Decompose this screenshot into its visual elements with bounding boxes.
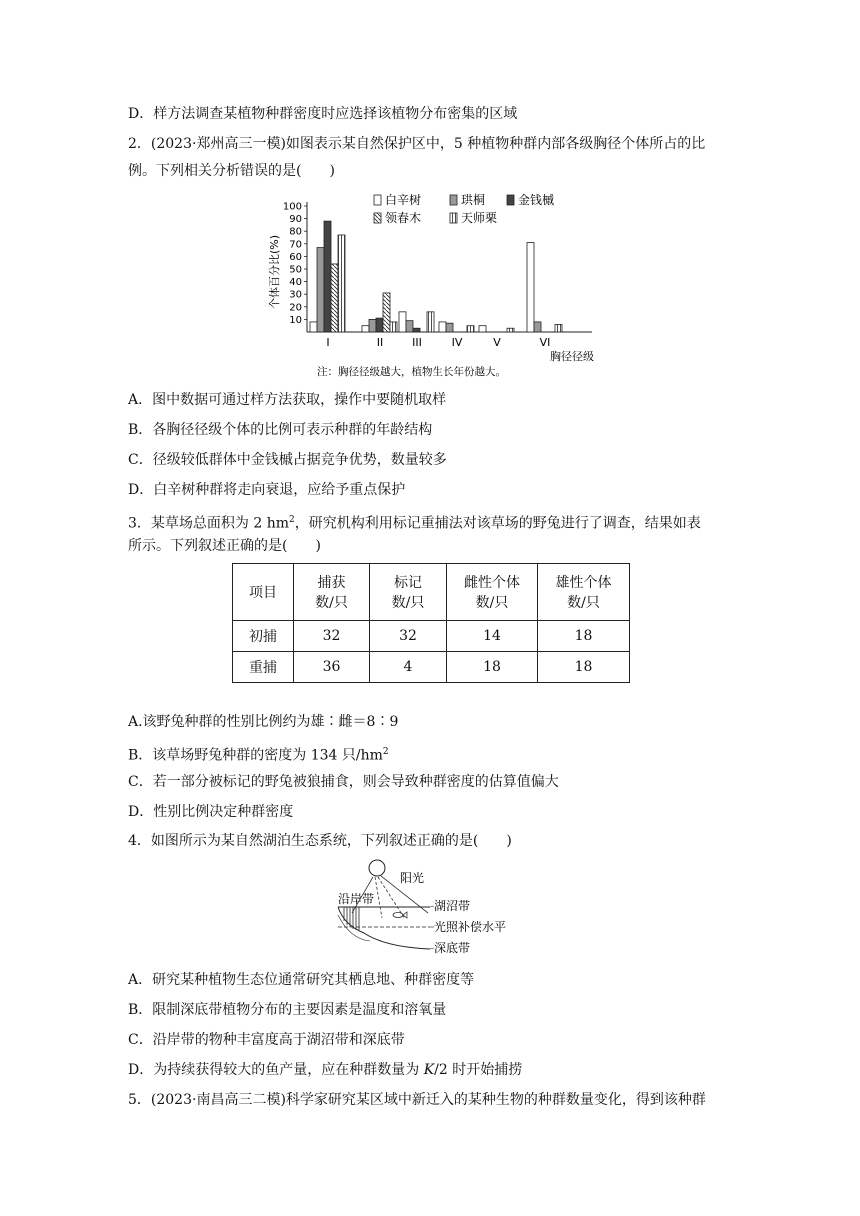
bar [399, 312, 406, 332]
q3-option-b: B．该草场野兔种群的密度为 134 只$/hm^2$ [128, 747, 389, 764]
q3-option-c: C．若一部分被标记的野兔被狼捕食，则会导致种群密度的估算值偏大 [128, 774, 559, 790]
lake-diagram [330, 855, 540, 965]
bar [413, 328, 420, 332]
x-tick-label: III [412, 336, 422, 349]
bar [555, 324, 562, 332]
bar [317, 248, 324, 332]
q3-option-a: A.该野兔种群的性别比例约为雄∶雌＝8∶9 [128, 714, 399, 730]
legend-label: 白辛树 [385, 193, 422, 207]
chart-note: 注：胸径径级越大，植物生长年份越大。 [317, 366, 506, 378]
q4-option-d: D．为持续获得较大的鱼产量，应在种群数量为 K/2 时开始捕捞 [128, 1062, 523, 1078]
bar [376, 318, 383, 332]
bar [439, 322, 446, 332]
legend-label: 天师栗 [461, 211, 498, 225]
table-header: 项目 [233, 564, 294, 621]
y-tick-label: 10 [289, 314, 302, 326]
y-tick-label: 50 [289, 264, 302, 276]
bar [527, 243, 534, 332]
bar [331, 264, 338, 332]
sun-icon [369, 860, 385, 876]
question-4-stem: 4．如图所示为某自然湖泊生态系统，下列叙述正确的是( ) [128, 833, 512, 849]
legend-label: 珙桐 [461, 193, 486, 207]
table-row: 初捕 32 32 14 18 [233, 621, 630, 652]
question-3-stem-cont: 所示。下列叙述正确的是( ) [128, 538, 321, 554]
y-tick-label: 90 [289, 214, 302, 226]
y-tick-label: 40 [289, 277, 302, 289]
legend-label: 金钱槭 [518, 193, 555, 207]
bar [427, 312, 434, 332]
label-compensation: 光照补偿水平 [434, 920, 507, 934]
legend-swatch [450, 195, 457, 205]
bar [467, 326, 474, 332]
question-3-stem: 3．某草场总面积为 2 $hm^2$，研究机构利用标记重捕法对该草场的野兔进行了调查，结果如表 [128, 515, 701, 532]
data-table [232, 563, 630, 683]
table-header: 捕获 数/只 [294, 564, 370, 621]
table-row: 重捕 36 4 18 18 [233, 652, 630, 683]
bar-chart [262, 190, 602, 385]
x-axis-label: 胸径径级 [550, 350, 594, 363]
table-header: 雌性个体 数/只 [447, 564, 538, 621]
bar [310, 322, 317, 332]
bar [479, 326, 486, 332]
x-tick-label: II [376, 336, 384, 349]
question-2-stem: 2．(2023·郑州高三一模)如图表示某自然保护区中，5 种植物种群内部各级胸径个体所占的比 [128, 136, 706, 152]
y-tick-label: 60 [289, 251, 302, 263]
legend-swatch [374, 213, 381, 223]
q3-option-d: D．性别比例决定种群密度 [128, 804, 294, 820]
q4-option-c: C．沿岸带的物种丰富度高于湖沼带和深底带 [128, 1032, 405, 1048]
label-sun: 阳光 [400, 871, 425, 885]
y-tick-label: 30 [289, 289, 302, 301]
bar [390, 322, 397, 332]
y-tick-label: 80 [289, 226, 302, 238]
bar [383, 293, 390, 332]
legend-label: 领春木 [385, 211, 422, 225]
bar [507, 328, 514, 332]
y-axis-label: 个体百分比(%) [268, 234, 281, 310]
label-deep: 深底带 [434, 941, 471, 955]
q4-option-a: A．研究某种植物生态位通常研究其栖息地、种群密度等 [128, 972, 475, 988]
bar [324, 221, 331, 332]
bar [338, 235, 345, 332]
legend-swatch [374, 195, 381, 205]
x-tick-label: I [326, 336, 330, 349]
x-tick-label: V [493, 336, 501, 349]
table-header: 标记 数/只 [370, 564, 447, 621]
bar [534, 322, 541, 332]
q2-option-b: B．各胸径径级个体的比例可表示种群的年龄结构 [128, 422, 433, 438]
q4-option-b: B．限制深底带植物分布的主要因素是温度和溶氧量 [128, 1002, 447, 1018]
legend-swatch [450, 213, 457, 223]
label-lake: 湖沼带 [434, 899, 471, 913]
question-2-stem-cont: 例。下列相关分析错误的是( ) [128, 163, 335, 179]
bar [369, 319, 376, 332]
bar [406, 321, 413, 332]
option-d-prev: D．样方法调查某植物种群密度时应选择该植物分布密集的区域 [128, 106, 518, 122]
legend-swatch [507, 195, 514, 205]
q2-option-c: C．径级较低群体中金钱槭占据竞争优势，数量较多 [128, 452, 447, 468]
x-tick-label: IV [451, 336, 463, 349]
y-tick-label: 20 [289, 302, 302, 314]
bar [362, 326, 369, 332]
bar [446, 323, 453, 332]
x-tick-label: VI [539, 336, 551, 349]
label-shore: 沿岸带 [338, 892, 375, 906]
y-tick-label: 100 [282, 201, 302, 213]
table-header: 雄性个体 数/只 [538, 564, 630, 621]
q2-option-a: A．图中数据可通过样方法获取，操作中要随机取样 [128, 392, 447, 408]
q2-option-d: D．白辛树种群将走向衰退，应给予重点保护 [128, 482, 406, 498]
y-tick-label: 70 [289, 239, 302, 251]
question-5-stem: 5．(2023·南昌高三二模)科学家研究某区域中新迁入的某种生物的种群数量变化，得到该种群 [128, 1092, 706, 1108]
